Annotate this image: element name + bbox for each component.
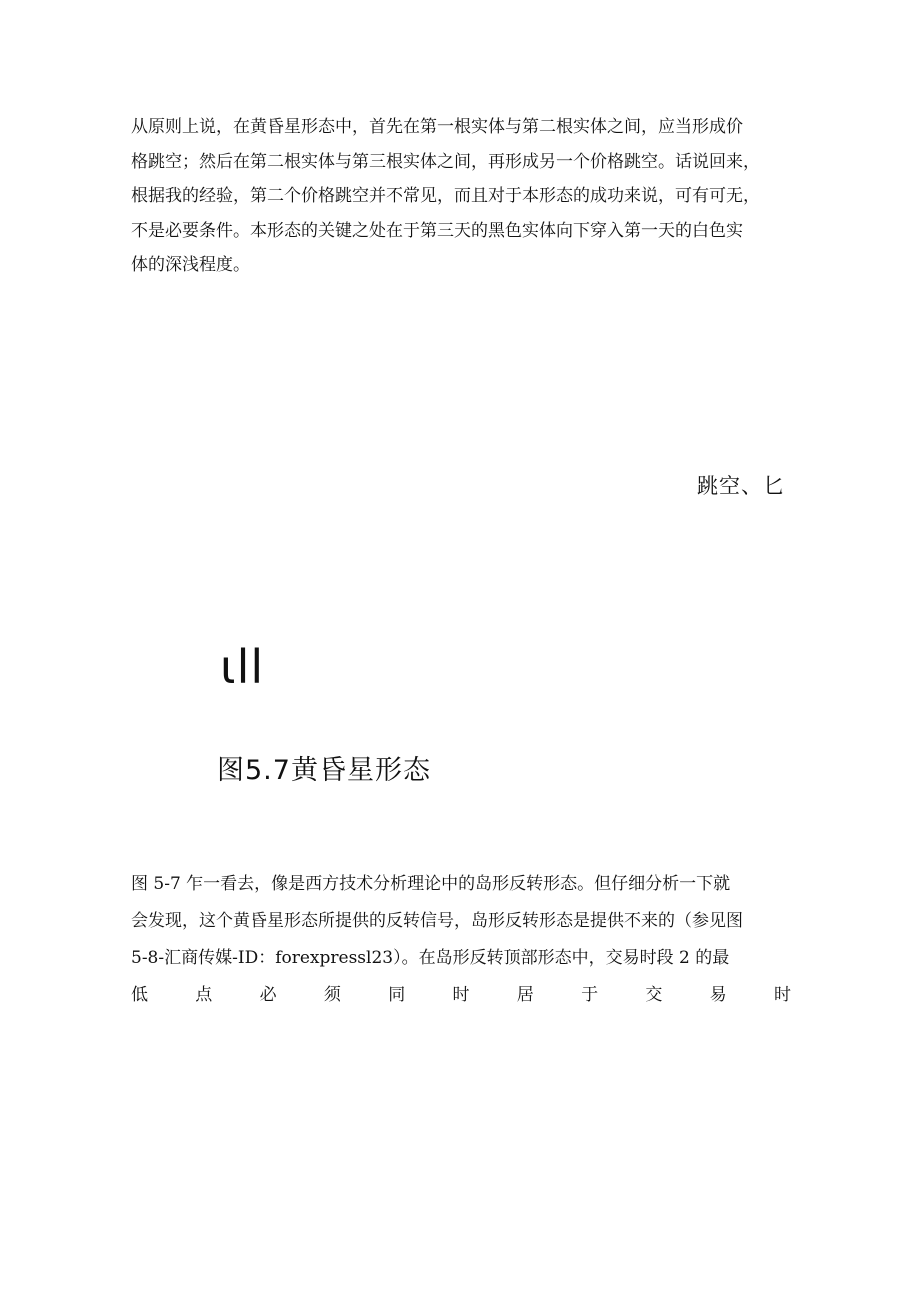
spread-char: 时 <box>773 985 791 1005</box>
paragraph-1-line: 根据我的经验，第二个价格跳空并不常见，而且对于本形态的成功来说，可有可无， <box>131 186 760 206</box>
spread-char: 点 <box>195 985 213 1005</box>
spread-char: 交 <box>645 985 663 1005</box>
paragraph-1-line: 格跳空；然后在第二根实体与第三根实体之间，再形成另一个价格跳空。话说回来， <box>131 151 760 172</box>
paragraph-2-line: 5-8-汇商传媒-ID：forexpressl23）。在岛形反转顶部形态中，交易时段 2 的最 <box>131 948 730 968</box>
spread-char: 时 <box>452 985 470 1005</box>
spread-char: 必 <box>259 985 277 1005</box>
spread-char: 低 <box>131 985 148 1005</box>
paragraph-2-line: 图 5-7 乍一看去，像是西方技术分析理论中的岛形反转形态。但仔细分析一下就 <box>131 874 731 894</box>
figure-candlestick-glyphs: ιll <box>220 640 265 694</box>
spread-char: 于 <box>581 985 599 1005</box>
paragraph-1-line: 体的深浅程度。 <box>131 255 250 275</box>
paragraph-2-line: 会发现，这个黄昏星形态所提供的反转信号，岛形反转形态是提供不来的（参见图 <box>131 911 743 931</box>
spread-char: 居 <box>516 985 534 1005</box>
figure-caption: 图5.7黄昏星形态 <box>217 755 431 786</box>
paragraph-1 <box>131 110 801 283</box>
spread-char: 易 <box>709 985 727 1005</box>
figure-gap-label: 跳空、匕 <box>697 474 785 498</box>
paragraph-1-line: 从原则上说，在黄昏星形态中，首先在第一根实体与第二根实体之间，应当形成价 <box>131 117 743 137</box>
paragraph-2-spread-line <box>131 977 791 1014</box>
paragraph-1-line: 不是必要条件。本形态的关键之处在于第三天的黑色实体向下穿入第一天的白色实 <box>131 220 743 241</box>
spread-char: 须 <box>323 985 341 1005</box>
paragraph-2 <box>131 866 811 1014</box>
spread-char: 同 <box>388 985 406 1005</box>
